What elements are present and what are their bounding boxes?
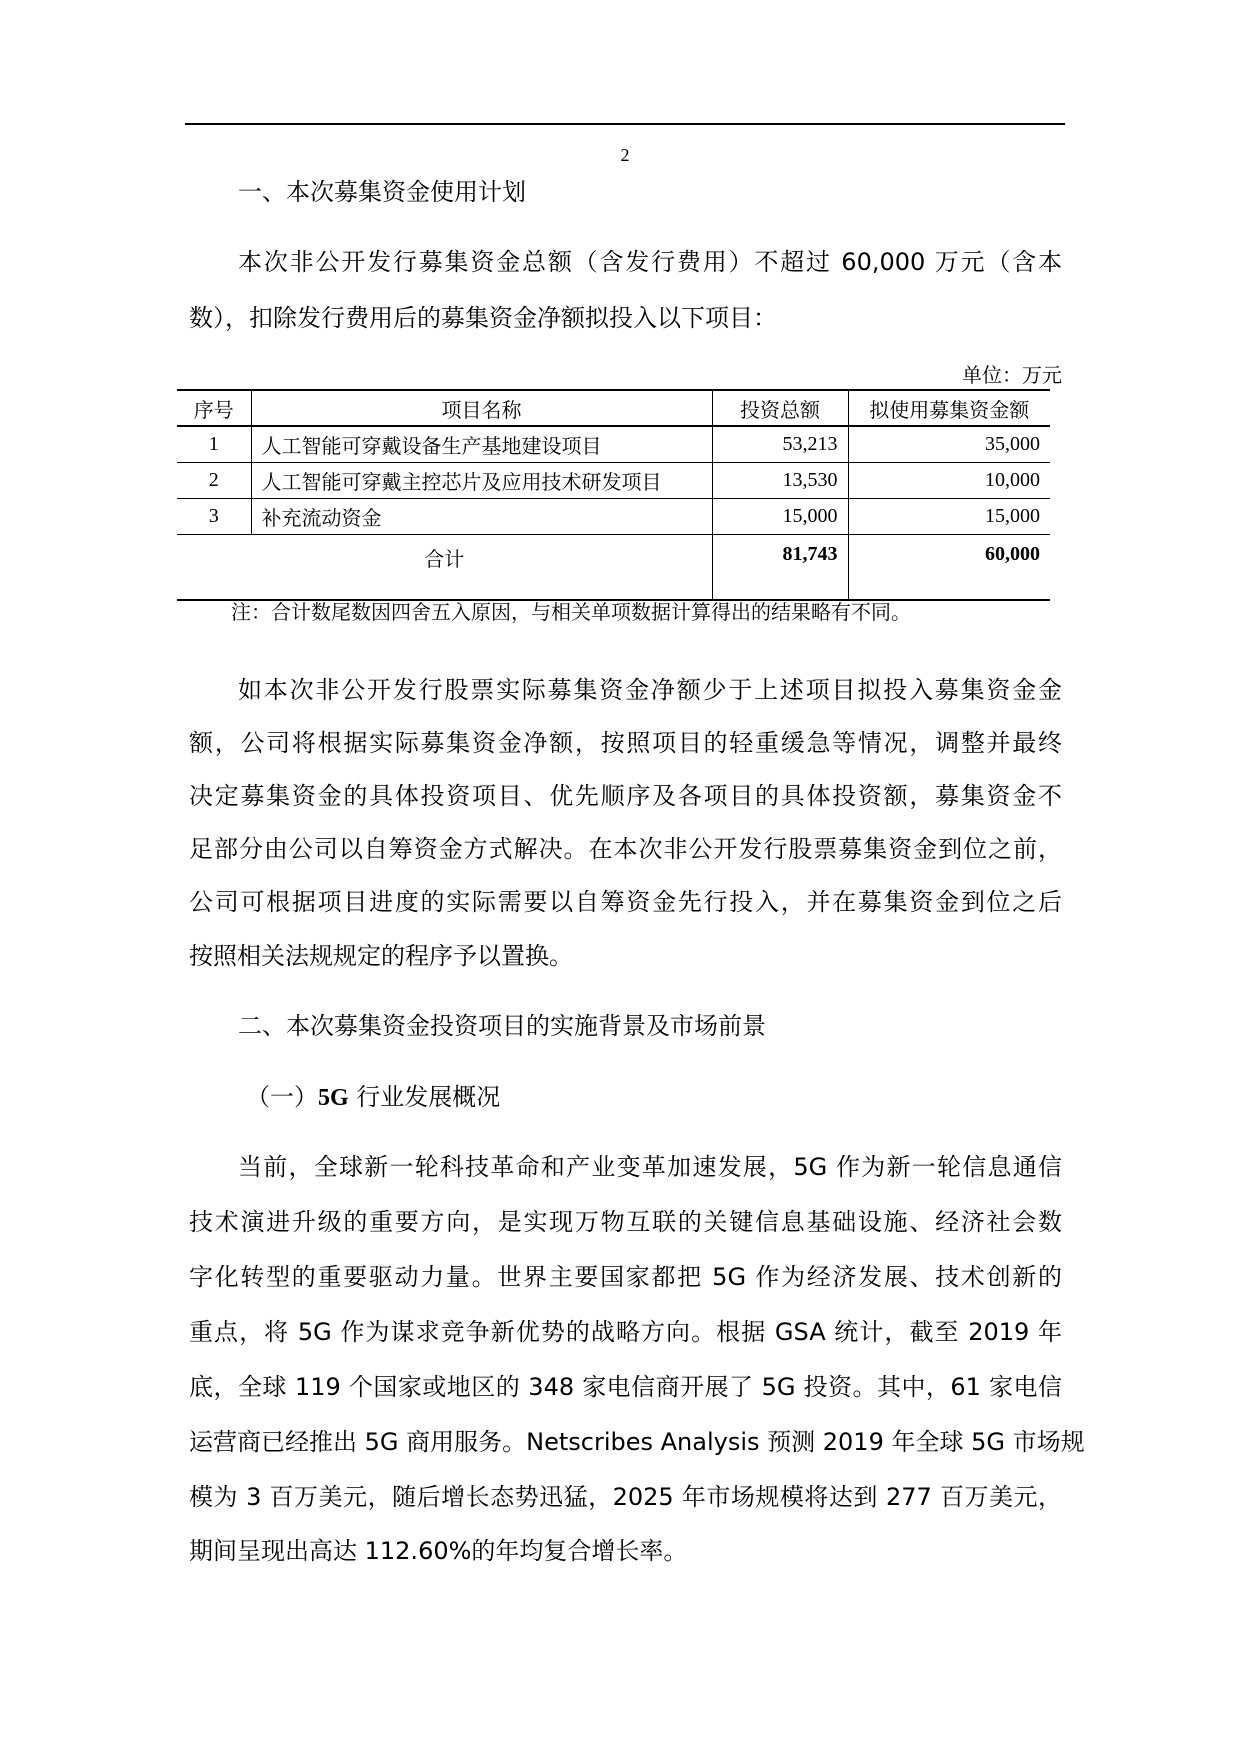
cell-total: 53,213 — [712, 426, 848, 463]
section-heading-2: 二、本次募集资金投资项目的实施背景及市场前景 — [238, 1012, 766, 1040]
total-label: 合计 — [177, 535, 712, 601]
header-cell: 拟使用募集资金额 — [848, 390, 1050, 426]
paragraph-line: 公司可根据项目进度的实际需要以自筹资金先行投入，并在募集资金到位之后 — [189, 888, 1062, 916]
paragraph-line: 足部分由公司以自筹资金方式解决。在本次非公开发行股票募集资金到位之前， — [189, 835, 1062, 863]
paragraph-line: 技术演进升级的重要方向，是实现万物互联的关键信息基础设施、经济社会数 — [189, 1208, 1062, 1236]
section-heading-1: 一、本次募集资金使用计划 — [238, 178, 526, 206]
page-number: 2 — [620, 145, 630, 165]
subsection-heading — [246, 1077, 1046, 1112]
cell-total: 15,000 — [712, 499, 848, 535]
cell-raised: 10,000 — [848, 463, 1050, 499]
header-rule — [185, 123, 1065, 125]
header-cell: 投资总额 — [712, 390, 848, 426]
table-total-row — [177, 535, 1050, 601]
cell-raised: 35,000 — [848, 426, 1050, 463]
cell-raised: 15,000 — [848, 499, 1050, 535]
header-cell: 序号 — [177, 390, 251, 426]
heading-prefix: （一） — [246, 1083, 318, 1111]
paragraph-line: 重点，将 5G 作为谋求竞争新优势的战略方向。根据 GSA 统计，截至 2019 年 — [189, 1318, 1062, 1346]
paragraph-line: 额，公司将根据实际募集资金净额，按照项目的轻重缓急等情况，调整并最终 — [189, 729, 1062, 757]
cell-project: 补充流动资金 — [251, 499, 712, 535]
unit-label: 单位：万元 — [962, 363, 1062, 387]
paragraph-line: 期间呈现出高达 112.60%的年均复合增长率。 — [189, 1537, 688, 1565]
table-header-row — [177, 390, 1050, 426]
fund-usage-table — [177, 389, 1050, 601]
cell-total: 13,530 — [712, 463, 848, 499]
table-row — [177, 499, 1050, 535]
paragraph-line: 按照相关法规规定的程序予以置换。 — [189, 942, 573, 970]
paragraph-line: 本次非公开发行募集资金总额（含发行费用）不超过 60,000 万元（含本 — [238, 248, 1062, 276]
table-row — [177, 426, 1050, 463]
paragraph-line: 数），扣除发行费用后的募集资金净额拟投入以下项目： — [189, 304, 777, 332]
cell-index: 1 — [177, 426, 251, 463]
cell-index: 2 — [177, 463, 251, 499]
paragraph-line: 字化转型的重要驱动力量。世界主要国家都把 5G 作为经济发展、技术创新的 — [189, 1263, 1062, 1291]
header-cell: 项目名称 — [251, 390, 712, 426]
paragraph-line: 当前，全球新一轮科技革命和产业变革加速发展，5G 作为新一轮信息通信 — [238, 1153, 1062, 1181]
total-raised: 60,000 — [848, 535, 1050, 601]
cell-project: 人工智能可穿戴主控芯片及应用技术研发项目 — [251, 463, 712, 499]
heading-rest: 行业发展概况 — [348, 1083, 501, 1111]
paragraph-line: 模为 3 百万美元，随后增长态势迅猛，2025 年市场规模将达到 277 百万美元， — [189, 1483, 1062, 1511]
paragraph-line: 决定募集资金的具体投资项目、优先顺序及各项目的具体投资额，募集资金不 — [189, 782, 1062, 810]
table-row — [177, 463, 1050, 499]
cell-project: 人工智能可穿戴设备生产基地建设项目 — [251, 426, 712, 463]
paragraph-line: 底，全球 119 个国家或地区的 348 家电信商开展了 5G 投资。其中，61 家电信 — [189, 1373, 1062, 1401]
paragraph-line: 运营商已经推出 5G 商用服务。Netscribes Analysis 预测 2019 年全球 5G 市场规 — [189, 1428, 1085, 1456]
cell-index: 3 — [177, 499, 251, 535]
heading-5g: 5G — [318, 1085, 349, 1111]
paragraph-line: 如本次非公开发行股票实际募集资金净额少于上述项目拟投入募集资金金 — [238, 676, 1062, 704]
table-note: 注：合计数尾数因四舍五入原因，与相关单项数据计算得出的结果略有不同。 — [231, 600, 911, 624]
total-investment: 81,743 — [712, 535, 848, 601]
